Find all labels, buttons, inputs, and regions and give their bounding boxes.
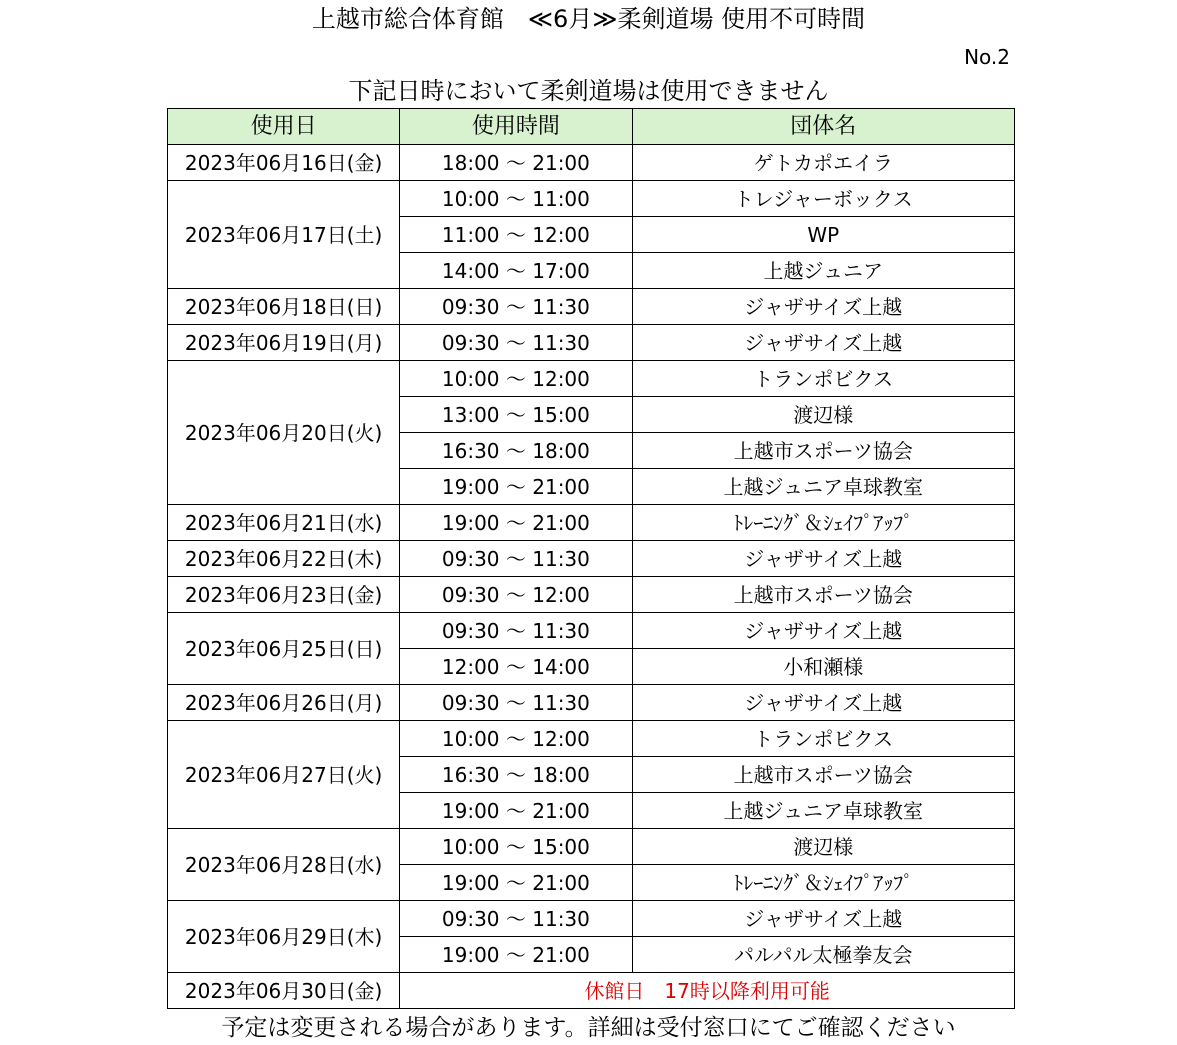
table-row [168,181,1015,217]
group-cell: トレジャーボックス [632,181,1014,217]
table-row [168,325,1015,361]
group-cell: ジャザサイズ上越 [632,541,1014,577]
schedule-table [167,108,1015,1009]
footer-note: 予定は変更される場合があります。詳細は受付窓口にてご確認ください [221,1015,956,1041]
table-row [168,901,1015,937]
group-cell: 上越ジュニア卓球教室 [632,793,1014,829]
date-cell: 2023年06月29日(木) [168,901,400,973]
time-cell: 19:00 ～ 21:00 [400,793,632,829]
table-row [168,505,1015,541]
group-cell: 上越市スポーツ協会 [632,433,1014,469]
time-cell: 16:30 ～ 18:00 [400,433,632,469]
table-row [168,577,1015,613]
date-cell: 2023年06月21日(水) [168,505,400,541]
time-cell: 09:30 ～ 11:30 [400,685,632,721]
time-cell: 13:00 ～ 15:00 [400,397,632,433]
group-cell: ゲトカポエイラ [632,145,1014,181]
group-cell: ジャザサイズ上越 [632,289,1014,325]
time-cell: 09:30 ～ 11:30 [400,613,632,649]
document-number: No.2 [964,45,1010,69]
time-cell: 16:30 ～ 18:00 [400,757,632,793]
date-cell: 2023年06月20日(火) [168,361,400,505]
group-cell: ジャザサイズ上越 [632,901,1014,937]
group-cell: ﾄﾚｰﾆﾝｸﾞ＆ｼｪｲﾌﾟｱｯﾌﾟ [632,505,1014,541]
time-cell: 10:00 ～ 12:00 [400,721,632,757]
group-cell: 小和瀬様 [632,649,1014,685]
date-cell: 2023年06月19日(月) [168,325,400,361]
time-cell: 11:00 ～ 12:00 [400,217,632,253]
table-row [168,541,1015,577]
time-cell: 09:30 ～ 11:30 [400,289,632,325]
date-cell: 2023年06月17日(土) [168,181,400,289]
group-cell: ジャザサイズ上越 [632,685,1014,721]
date-cell: 2023年06月26日(月) [168,685,400,721]
page-subtitle: 下記日時において柔剣道場は使用できません [348,77,829,105]
column-header-group: 団体名 [632,109,1014,145]
group-cell: パルパル太極拳友会 [632,937,1014,973]
closed-day-note: 休館日 17時以降利用可能 [400,973,1015,1009]
time-cell: 10:00 ～ 12:00 [400,361,632,397]
time-cell: 19:00 ～ 21:00 [400,865,632,901]
time-cell: 09:30 ～ 11:30 [400,325,632,361]
date-cell: 2023年06月27日(火) [168,721,400,829]
group-cell: 上越ジュニア卓球教室 [632,469,1014,505]
group-cell: ジャザサイズ上越 [632,613,1014,649]
time-cell: 09:30 ～ 12:00 [400,577,632,613]
table-row [168,829,1015,865]
date-cell: 2023年06月23日(金) [168,577,400,613]
date-cell: 2023年06月22日(木) [168,541,400,577]
time-cell: 19:00 ～ 21:00 [400,469,632,505]
column-header-time: 使用時間 [400,109,632,145]
table-body [168,145,1015,1009]
group-cell: 渡辺様 [632,397,1014,433]
table-row [168,145,1015,181]
table-row [168,289,1015,325]
date-cell: 2023年06月28日(水) [168,829,400,901]
time-cell: 09:30 ～ 11:30 [400,901,632,937]
table-row [168,613,1015,649]
time-cell: 09:30 ～ 11:30 [400,541,632,577]
time-cell: 10:00 ～ 11:00 [400,181,632,217]
group-cell: 上越市スポーツ協会 [632,757,1014,793]
date-cell: 2023年06月25日(日) [168,613,400,685]
time-cell: 19:00 ～ 21:00 [400,937,632,973]
group-cell: 上越市スポーツ協会 [632,577,1014,613]
group-cell: トランポビクス [632,361,1014,397]
group-cell: トランポビクス [632,721,1014,757]
group-cell: 渡辺様 [632,829,1014,865]
group-cell: ジャザサイズ上越 [632,325,1014,361]
column-header-date: 使用日 [168,109,400,145]
table-row [168,361,1015,397]
table-header [168,109,1015,145]
date-cell: 2023年06月16日(金) [168,145,400,181]
time-cell: 18:00 ～ 21:00 [400,145,632,181]
time-cell: 19:00 ～ 21:00 [400,505,632,541]
group-cell: 上越ジュニア [632,253,1014,289]
time-cell: 12:00 ～ 14:00 [400,649,632,685]
date-cell: 2023年06月30日(金) [168,973,400,1009]
closed-day-row [168,973,1015,1009]
date-cell: 2023年06月18日(日) [168,289,400,325]
header-row [168,109,1015,145]
group-cell: ﾄﾚｰﾆﾝｸﾞ＆ｼｪｲﾌﾟｱｯﾌﾟ [632,865,1014,901]
group-cell: WP [632,217,1014,253]
time-cell: 10:00 ～ 15:00 [400,829,632,865]
time-cell: 14:00 ～ 17:00 [400,253,632,289]
table-row [168,721,1015,757]
page-title: 上越市総合体育館 ≪6月≫柔剣道場 使用不可時間 [311,5,866,33]
table-row [168,685,1015,721]
